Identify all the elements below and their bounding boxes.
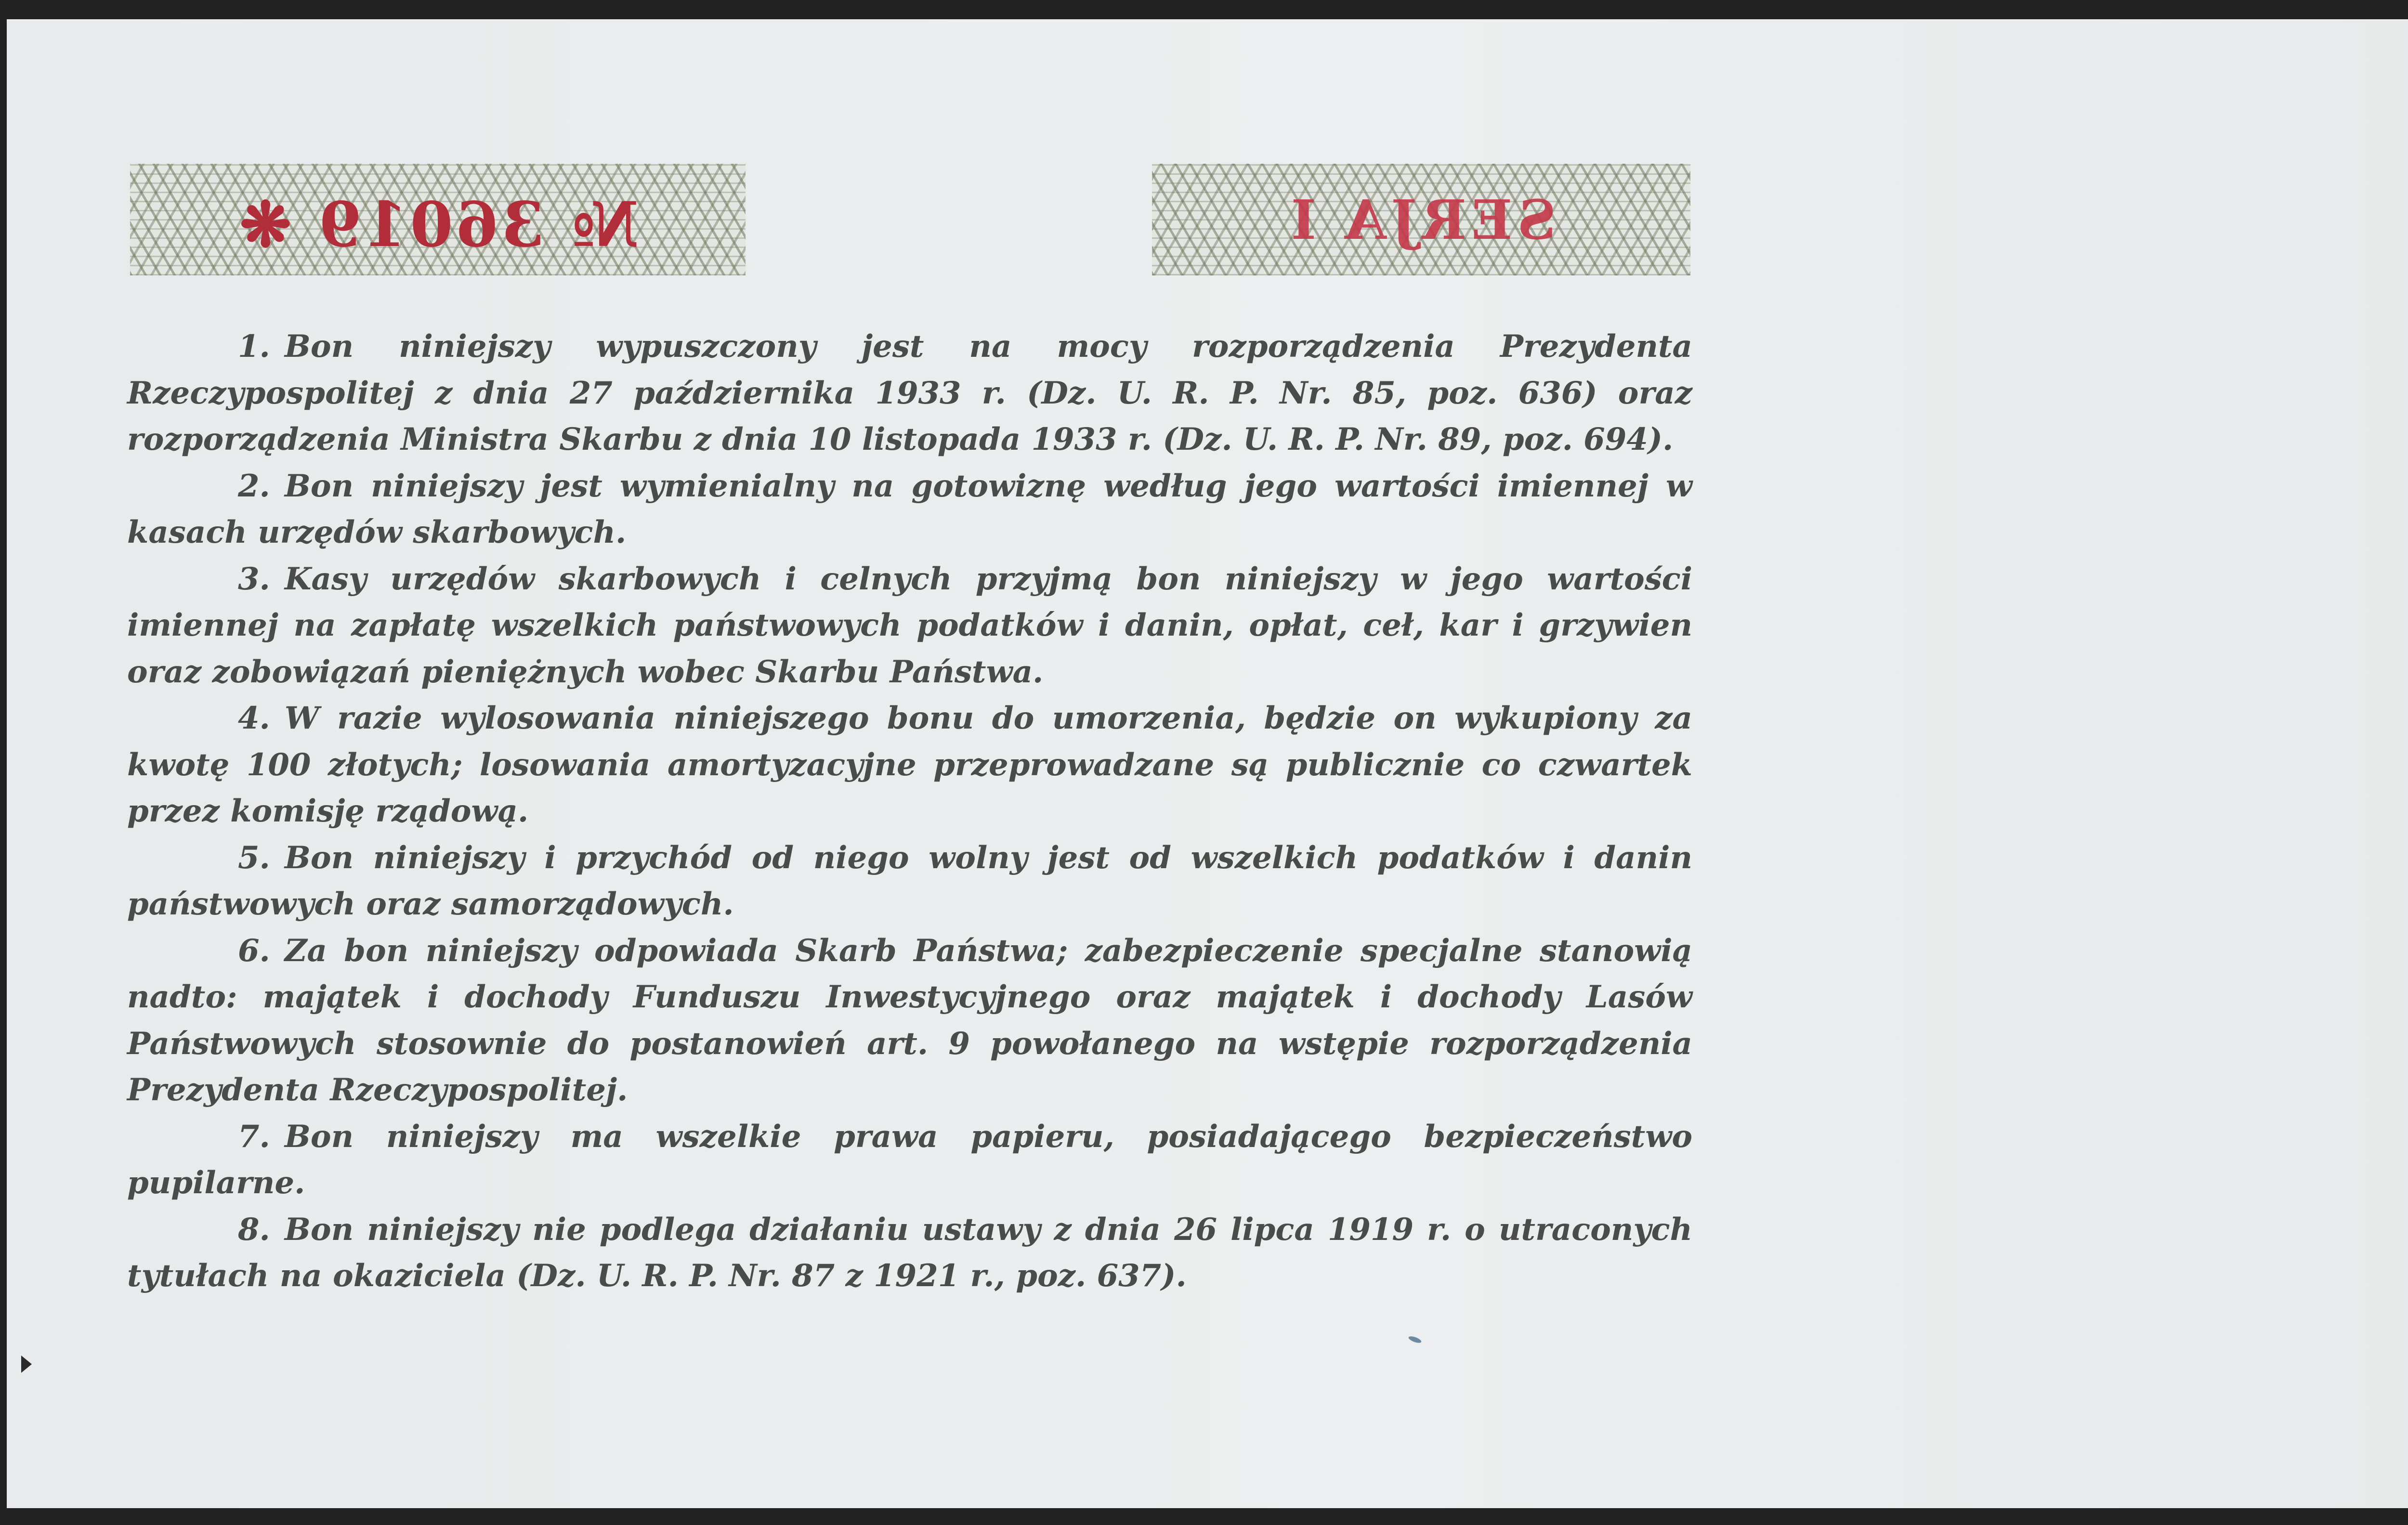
clause-number: 4. <box>238 700 270 736</box>
series-label-mirrored: SERJA I <box>1286 189 1557 252</box>
clause-number: 2. <box>238 468 270 504</box>
clause-number: 5. <box>238 839 270 876</box>
serial-number-stamp <box>130 164 746 275</box>
clause-5 <box>127 835 1692 928</box>
clause-number: 1. <box>238 328 270 365</box>
clause-text: Kasy urzędów skarbowych i celnych przyjmą bon niniejszy w jego wartości imiennej na zapłatę wszelkich państwowych podatków i danin, opłat, ceł, kar i grzywien oraz zobowiązań pieniężnych wobec Skarbu Państwa. <box>127 560 1692 690</box>
series-stamp <box>1152 164 1690 275</box>
edge-triangle-mark <box>21 1356 32 1373</box>
clause-text: W razie wylosowania niniejszego bonu do umorzenia, będzie on wykupiony za kwotę 100 złotych; losowania amortyzacyjne przeprowadzane są publicznie co czwartek przez komisję rządową. <box>127 700 1692 829</box>
bond-back-sheet <box>7 19 2408 1508</box>
clause-text: Bon niniejszy i przychód od niego wolny jest od wszelkich podatków i danin państwowych oraz samorządowych. <box>127 839 1692 922</box>
clause-7 <box>127 1114 1692 1207</box>
clause-number: 3. <box>238 560 270 597</box>
clause-1 <box>127 324 1692 463</box>
serial-number-mirrored: № 36019 ❋ <box>236 189 639 261</box>
clause-text: Za bon niniejszy odpowiada Skarb Państwa; zabezpieczenie specjalne stanowią nadto: majątek i dochody Funduszu Inwestycyjnego oraz majątek i dochody Lasów Państwowych stosownie do postanowień art. 9 powołanego na wstępie rozporządzenia Prezydenta Rzeczypospolitej. <box>127 932 1692 1108</box>
clause-8 <box>127 1207 1692 1300</box>
clause-text: Bon niniejszy wypuszczony jest na mocy rozporządzenia Prezydenta Rzeczypospolitej z dnia 27 października 1933 r. (Dz. U. R. P. Nr. 85, poz. 636) oraz rozporządzenia Ministra Skarbu z dnia 10 listopada 1933 r. (Dz. U. R. P. Nr. 89, poz. 694). <box>127 328 1692 457</box>
clause-6 <box>127 928 1692 1114</box>
clause-4 <box>127 695 1692 835</box>
clause-text: Bon niniejszy jest wymienialny na gotowiznę według jego wartości imiennej w kasach urzędów skarbowych. <box>127 468 1692 550</box>
clause-number: 7. <box>238 1118 270 1155</box>
bond-terms <box>127 324 1692 1300</box>
clause-text: Bon niniejszy ma wszelkie prawa papieru, posiadającego bezpieczeństwo pupilarne. <box>127 1118 1692 1201</box>
clause-text: Bon niniejszy nie podlega działaniu ustawy z dnia 26 lipca 1919 r. o utraconych tytułach na okaziciela (Dz. U. R. P. Nr. 87 z 1921 r., poz. 637). <box>127 1211 1692 1294</box>
clause-3 <box>127 556 1692 696</box>
clause-number: 6. <box>238 932 270 969</box>
clause-number: 8. <box>238 1211 270 1248</box>
clause-2 <box>127 463 1692 556</box>
